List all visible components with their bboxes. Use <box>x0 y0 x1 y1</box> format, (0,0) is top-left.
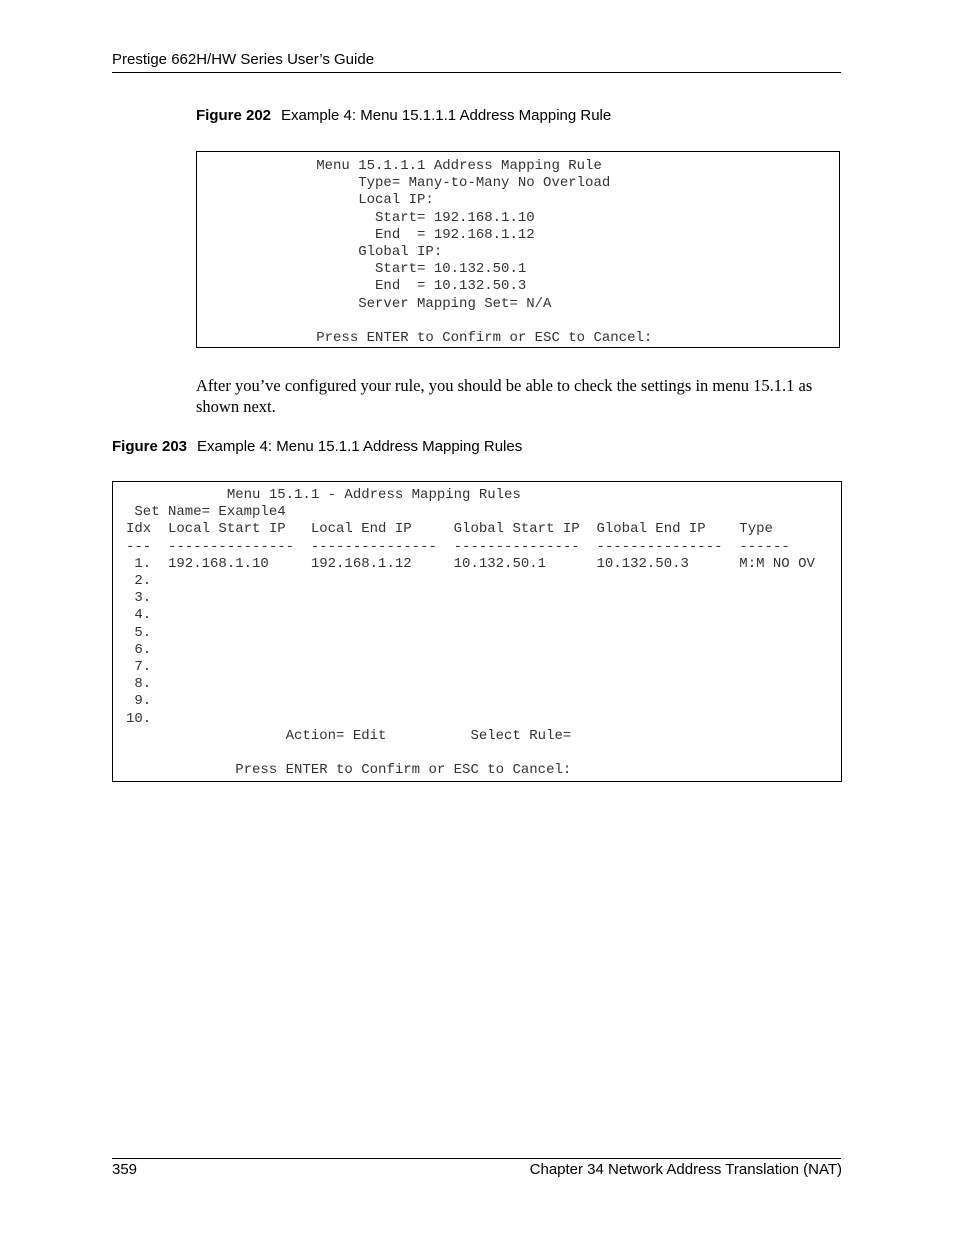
figure-202-number: Figure 202 <box>196 107 272 124</box>
figure-203-number: Figure 203 <box>112 438 188 455</box>
header-rule <box>112 72 841 73</box>
figure-202-terminal-screen <box>196 151 840 348</box>
figure-202-screen-text: Menu 15.1.1.1 Address Mapping Rule Type= Many-to-Many No Overload Local IP: Start= 192.168.1.10 End = 192.168.1.12 Global IP: Start= 10.132.50.1 End = 10.132.50.3 Server Mapping Set= N/A Press ENTER to Confirm or ESC to Cancel: <box>316 158 653 347</box>
footer-chapter-title: Chapter 34 Network Address Translation (NAT) <box>529 1161 842 1178</box>
figure-202-caption <box>196 107 611 124</box>
figure-203-terminal-screen <box>112 481 842 782</box>
footer-page-number: 359 <box>112 1161 138 1178</box>
footer-rule <box>112 1158 841 1159</box>
body-paragraph: After you’ve configured your rule, you should be able to check the settings in menu 15.1.1 as shown next. <box>196 376 813 416</box>
figure-203-caption <box>112 438 522 455</box>
header-title: Prestige 662H/HW Series User’s Guide <box>112 51 375 68</box>
figure-203-screen-text: Menu 15.1.1 - Address Mapping Rules Set Name= Example4 Idx Local Start IP Local End IP Global Start IP Global End IP Type --- --------------- --------------- --------------- --------------- ------ 1. 192.168.1.10 192.168.1.12 10.132.50.1 10.132.50.3 M:M NO OV 2. 3. 4. 5. 6. 7. 8. 9. 10. Action= Edit Select Rule= Press ENTER to Confirm or ESC to Cancel: <box>126 487 815 779</box>
figure-203-title: Example 4: Menu 15.1.1 Address Mapping Rules <box>197 438 523 455</box>
figure-202-title: Example 4: Menu 15.1.1.1 Address Mapping Rule <box>281 107 612 124</box>
